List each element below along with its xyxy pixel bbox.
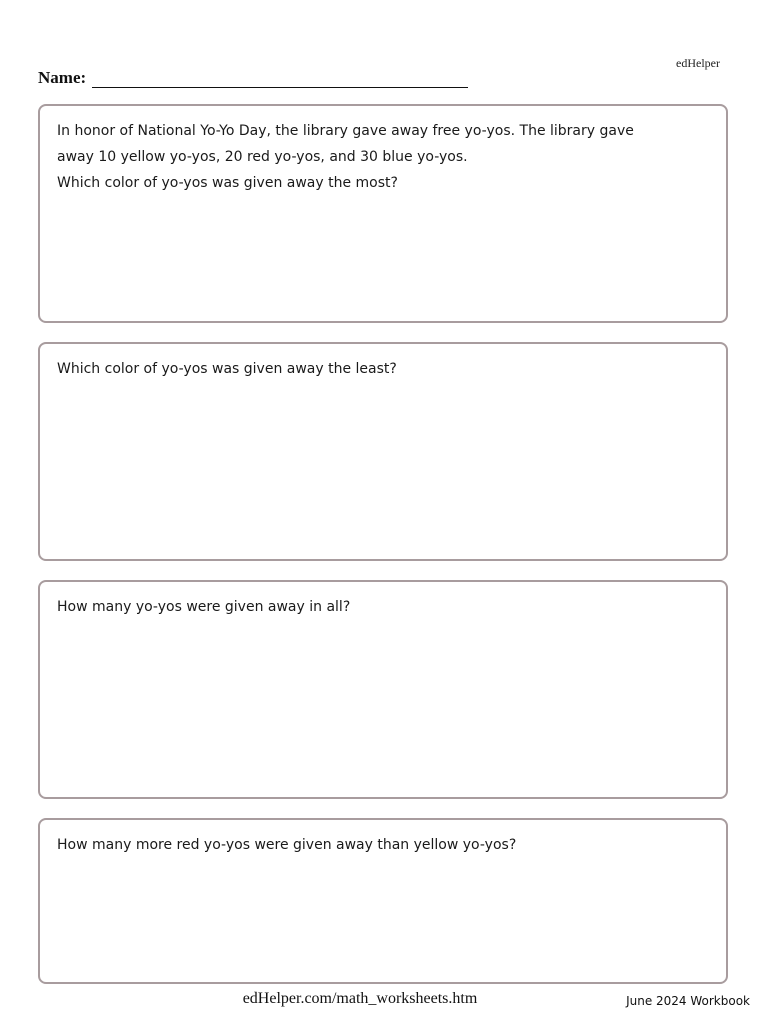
question-text-line: How many yo-yos were given away in all? (57, 599, 351, 615)
question-text-line: In honor of National Yo-Yo Day, the library gave away free yo-yos. The library gave (57, 123, 634, 139)
footer-workbook-label: June 2024 Workbook (626, 994, 750, 1008)
footer-url: edHelper.com/math_worksheets.htm (242, 990, 478, 1007)
question-box-4[interactable] (38, 818, 728, 984)
question-box-2[interactable] (38, 342, 728, 561)
question-text-line: How many more red yo-yos were given away than yellow yo-yos? (57, 837, 517, 853)
question-box-3[interactable] (38, 580, 728, 799)
brand-label: edHelper (676, 56, 720, 70)
question-text-line: Which color of yo-yos was given away the most? (57, 175, 398, 191)
question-text-line: Which color of yo-yos was given away the least? (57, 361, 397, 377)
name-label: Name: (38, 68, 87, 87)
name-row (38, 68, 468, 88)
question-text-line: away 10 yellow yo-yos, 20 red yo-yos, and 30 blue yo-yos. (57, 149, 468, 165)
question-box-1[interactable] (38, 104, 728, 323)
name-field[interactable] (92, 71, 468, 88)
